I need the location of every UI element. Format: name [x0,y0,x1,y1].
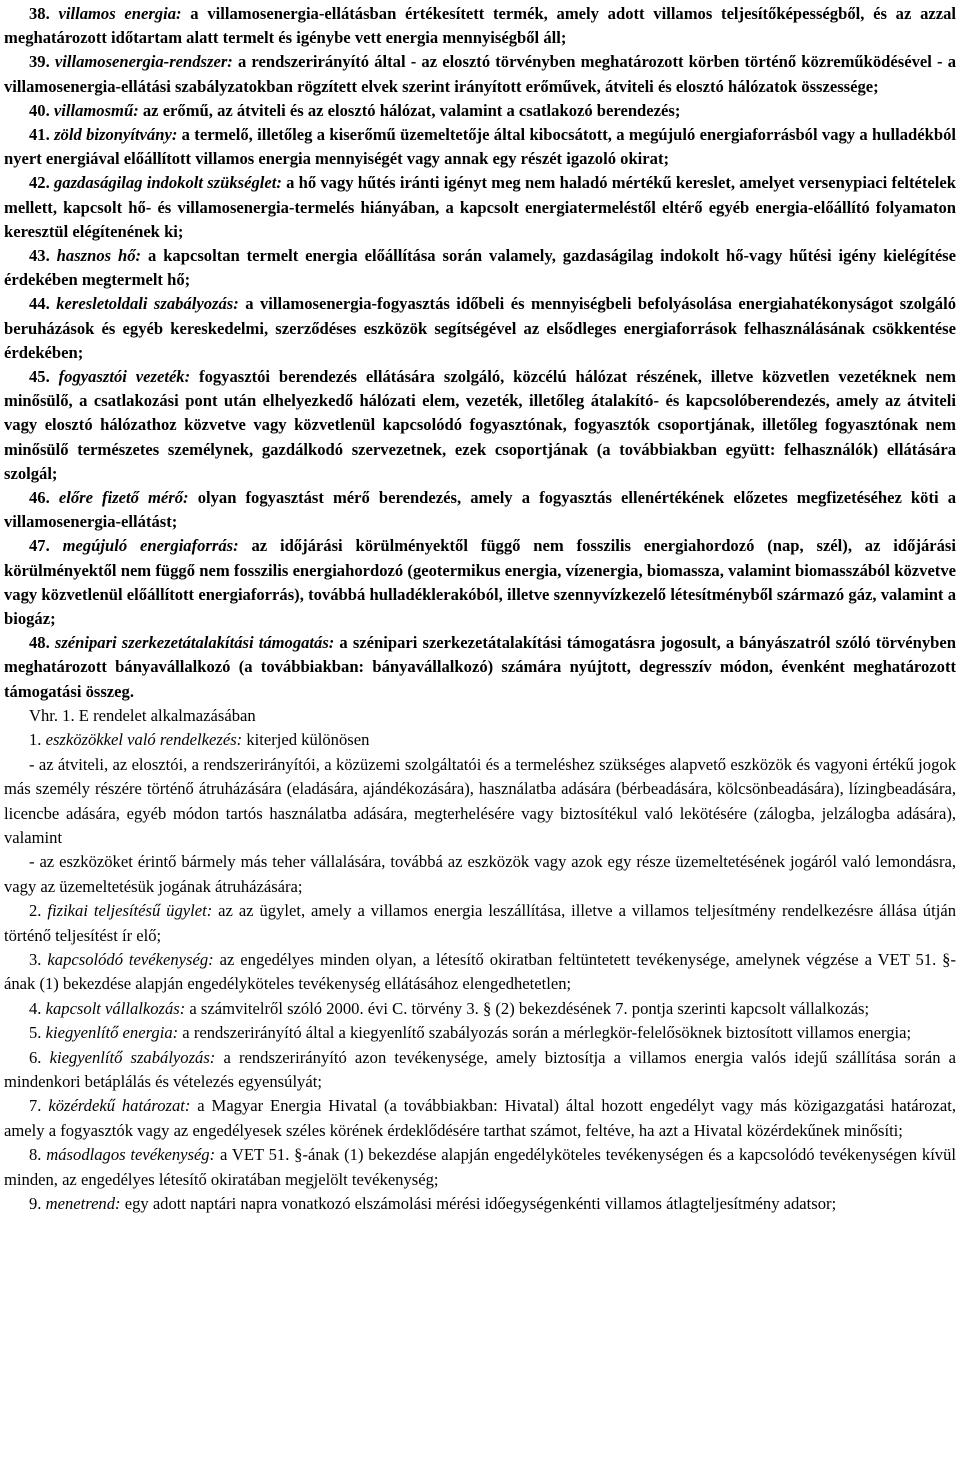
definition-number: 44. [29,294,50,314]
definition-number: 1. [29,730,42,750]
definition-text: az erőmű, az átviteli és az elosztó hálózat, valamint a csatlakozó berendezés; [138,100,681,120]
definition-paragraph [4,486,956,534]
definition-paragraph [4,292,956,365]
definition-text: kiterjed különösen [242,730,370,750]
definition-text: a rendszerirányító által - az elosztó törvényben meghatározott körben történő közreműködésével - a villamosenergia-ellátási szabályzatokban rögzített elvek szerint irányított erőművek, átviteli és elosztó hálózatok összessége; [4,52,956,96]
definition-paragraph [4,704,956,728]
definition-term: kapcsolt vállalkozás: [45,998,186,1018]
definition-text: a számvitelről szóló 2000. évi C. törvény 3. § (2) bekezdésének 7. pontja szerinti kapcsolt vállalkozás; [185,998,870,1018]
definition-number: 3. [29,949,42,969]
definition-number: 39. [29,52,50,72]
definition-paragraph [4,2,956,50]
definition-term: menetrend: [45,1194,121,1214]
definitions-regular-section [4,704,956,1217]
definition-term: villamosmű: [53,100,139,120]
definition-number: 48. [29,633,50,653]
definition-term: eszközökkel való rendelkezés: [45,730,243,750]
definition-term: kapcsolódó tevékenység: [47,949,214,969]
definition-term: gazdaságilag indokolt szükséglet: [53,173,282,193]
definition-term: fizikai teljesítésű ügylet: [47,901,213,921]
definition-paragraph [4,948,956,997]
definition-paragraph [4,123,956,171]
definition-text: az időjárási körülményektől függő nem fosszilis energiahordozó (nap, szél), az időjárási körülményektől nem függő nem fosszilis energiahordozó (geotermikus energia, vízenergia, biomassza, valamint biomasszából közvetve vagy közvetlenül előállított energiaforrás), továbbá hulladéklerakóból, illetve szennyvízkezelő létesítményből származó gáz, valamint a biogáz; [4,536,956,629]
definition-term: kiegyenlítő energia: [45,1023,179,1043]
definition-paragraph [4,244,956,292]
definition-paragraph [4,997,956,1021]
definition-text: olyan fogyasztást mérő berendezés, amely a fogyasztás ellenértékének előzetes megfizetéséhez köti a villamosenergia-ellátást; [4,488,956,532]
definition-text: a Magyar Energia Hivatal (a továbbiakban: Hivatal) által hozott engedélyt vagy más közigazgatási határozat, amely a fogyasztók vagy az engedélyesek széles körének érdeklődésére tarthat számot, feltéve, ha azt a Hivatal közérdekűnek minősíti; [4,1096,956,1140]
definition-number: 45. [29,367,50,387]
definition-text: a kapcsoltan termelt energia előállítása során valamely, gazdaságilag indokolt hő-vagy hűtési igény kielégítése érdekében megtermelt hő; [4,246,957,290]
definition-number: 6. [29,1047,42,1067]
definition-paragraph [4,850,956,899]
definition-text: az engedélyes minden olyan, a létesítő okiratban feltüntetett tevékenysége, amelynek végzése a VET 51. §-ának (1) bekezdése alapján engedélyköteles tevékenység ellátásához elengedhetetlen; [4,949,956,994]
definition-paragraph [4,899,956,948]
definition-number: 4. [29,998,42,1018]
definition-paragraph [4,1192,956,1216]
definition-paragraph [4,534,956,631]
definition-paragraph [4,365,956,486]
definition-number: 46. [29,488,50,508]
definition-number: 38. [29,4,50,23]
definition-paragraph [4,1094,956,1143]
definition-term: zöld bizonyítvány: [54,125,178,145]
definition-paragraph [4,728,956,752]
definition-paragraph [4,631,956,704]
definition-paragraph [4,99,956,123]
definition-text: - az eszközöket érintő bármely más teher vállalására, továbbá az eszközök vagy azok egy része üzemeltetésének jogáról való lemondásra, vagy az üzemeltetésük jogának átruházására; [4,852,956,896]
definition-text: a szénipari szerkezetátalakítási támogatásra jogosult, a bányászatról szóló törvényben meghatározott bányavállalkozó (a továbbiakban: bányavállalkozó) számára nyújtott, degresszív módon, évenként meghatározott támogatási összeg. [4,633,956,701]
definition-term: kiegyenlítő szabályozás: [49,1047,216,1067]
definition-term: villamos energia: [58,4,182,23]
definition-text: a termelő, illetőleg a kiserőmű üzemeltetője által kibocsátott, a megújuló energiaforrásból vagy a hulladékból nyert energiával előállított villamos energia mennyiségét vagy annak egy részét igazoló okirat; [4,125,956,169]
definition-number: 8. [29,1145,42,1165]
definition-text: egy adott naptári napra vonatkozó elszámolási mérési időegységenkénti villamos átlagteljesítmény adatsor; [120,1194,837,1214]
definition-number: 9. [29,1194,42,1214]
definition-paragraph [4,753,956,851]
definition-term: fogyasztói vezeték: [58,367,191,387]
definition-number: 2. [29,901,42,921]
definition-text: a VET 51. §-ának (1) bekezdése alapján engedélyköteles tevékenységen és a kapcsolódó tevékenységen kívül minden, az engedélyes létesítő okiratában megjelölt tevékenység; [4,1145,957,1189]
definition-text: a villamosenergia-fogyasztás időbeli és mennyiségbeli befolyásolása energiahatékonyságot szolgáló beruházások és egyéb kereskedelmi, szerződéses eszközök segítségével az elsődleges energiaforrások felhasználásának csökkentése érdekében; [4,294,956,362]
definition-text: az az ügylet, amely a villamos energia leszállítása, illetve a villamos teljesítmény rendelkezésre állása útján történő teljesítést ír elő; [4,901,956,945]
definition-number: 40. [29,100,50,120]
definition-term: másodlagos tevékenység: [46,1145,216,1165]
definition-number: 5. [29,1023,42,1043]
definition-number: 47. [29,536,50,556]
definition-term: előre fizető mérő: [58,488,189,508]
definition-text: Vhr. 1. E rendelet alkalmazásában [29,705,256,725]
definition-text: - az átviteli, az elosztói, a rendszerirányítói, a közüzemi szolgáltatói és a termeléshez szükséges alapvető eszközök és vagyoni értékű jogok más személy részére történő átruházására (eladására, ajándékozására), használatba adására (bérbeadására, kölcsönbeadására), lízingbeadására, licencbe adására, egyéb módon tartós használatba adására, megterhelésére vagy biztosítékul való lekötésére (zálogba, jelzálogba adására), valamint [4,754,956,847]
definition-paragraph [4,1046,956,1095]
definition-number: 43. [29,246,50,266]
definition-paragraph [4,1021,956,1045]
definition-term: szénipari szerkezetátalakítási támogatás: [54,633,335,653]
definition-text: a villamosenergia-ellátásban értékesített termék, amely adott villamos teljesítőképességből, és az azzal meghatározott időtartam alatt termelt és igénybe vett energia mennyiségből áll; [4,4,957,48]
definition-term: közérdekű határozat: [48,1096,191,1116]
definitions-bold-section [4,2,956,704]
definition-term: hasznos hő: [56,246,142,266]
definition-term: villamosenergia-rendszer: [54,52,233,72]
definition-term: megújuló energiaforrás: [62,536,239,556]
definition-text: a rendszerirányító által a kiegyenlítő szabályozás során a mérlegkör-felelősöknek biztosított villamos energia; [178,1023,912,1043]
definition-paragraph [4,171,956,244]
definition-text: fogyasztói berendezés ellátására szolgáló, közcélú hálózat részének, illetve közvetlen vezetéknek nem minősülő, a csatlakozási pont után elhelyezkedő hálózati elem, vezeték, illetőleg átalakító- és kapcsolóberendezés, amely az átviteli vagy elosztó hálózathoz közvetve vagy közvetlenül kapcsolódó fogyasztónak, fogyasztók csoportjának, illetőleg fogyasztónak nem minősülő természetes személynek, gazdálkodó szervezetnek, ezek csoportjának (a továbbiakban együtt: felhasználók) ellátására szolgál; [4,367,956,483]
definition-paragraph [4,1143,956,1192]
definition-number: 42. [29,173,50,193]
definition-number: 41. [29,125,50,145]
definition-text: a rendszerirányító azon tevékenysége, amely biztosítja a villamos energia valós idejű szállítása során a mindenkori betáplálás és vételezés egyensúlyát; [4,1047,956,1091]
definition-number: 7. [29,1096,42,1116]
definition-text: a hő vagy hűtés iránti igényt meg nem haladó mértékű kereslet, amelyet versenypiaci feltételek mellett, kapcsolt hő- és villamosenergia-termelés hiányában, a kapcsolt energiatermeléstől eltérő egyéb energia-előállító folyamaton keresztül elégítenének ki; [4,173,956,241]
definition-paragraph [4,50,956,98]
definition-term: keresletoldali szabályozás: [56,294,239,314]
